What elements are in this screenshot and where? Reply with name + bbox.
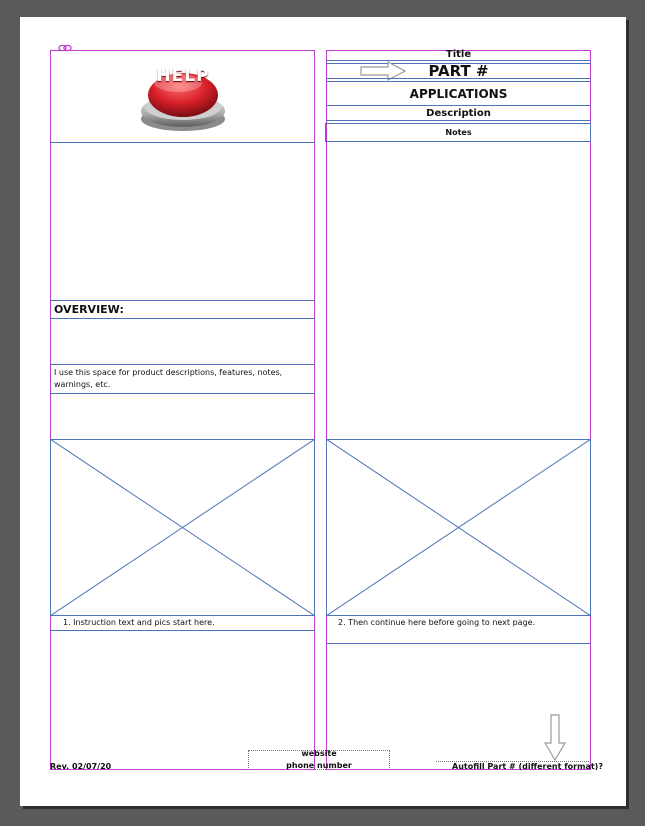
right-guide-6 (326, 120, 591, 121)
help-logo-label: HELP (156, 66, 210, 86)
step-1-caption: 1. Instruction text and pics start here. (63, 618, 215, 627)
footer-phone: phone number (286, 761, 352, 770)
left-guide-2 (50, 300, 315, 301)
footer-website: website (301, 749, 337, 758)
arrow-down-icon (543, 713, 567, 763)
right-image-placeholder[interactable] (326, 439, 591, 616)
left-column-frame (50, 50, 315, 770)
notes-field: Notes (445, 128, 472, 137)
document-page (20, 17, 626, 806)
applications-field: APPLICATIONS (409, 87, 508, 101)
right-guide-3 (326, 78, 591, 79)
left-guide-3 (50, 318, 315, 319)
title-field: Title (445, 49, 472, 60)
overview-heading: OVERVIEW: (54, 303, 124, 316)
overview-body-line-2: warnings, etc. (54, 380, 111, 389)
left-guide-5 (50, 393, 315, 394)
right-caption-guide (326, 643, 591, 644)
right-column-frame (326, 50, 591, 770)
footer-autofill: Autofill Part # (different format)? (452, 762, 603, 771)
left-image-placeholder[interactable] (50, 439, 315, 616)
left-caption-guide (50, 630, 315, 631)
footer-revision: Rev. 02/07/20 (50, 762, 112, 771)
overview-body-line-1: I use this space for product descriptions, features, notes, (54, 368, 283, 377)
step-2-caption: 2. Then continue here before going to next page. (338, 618, 536, 627)
link-icon[interactable] (58, 44, 72, 52)
right-guide-4 (326, 81, 591, 82)
left-guide-4 (50, 364, 315, 365)
left-guide-1 (50, 142, 315, 143)
right-guide-5 (326, 105, 591, 106)
description-field: Description (426, 108, 491, 119)
part-number-field: PART # (428, 62, 489, 80)
